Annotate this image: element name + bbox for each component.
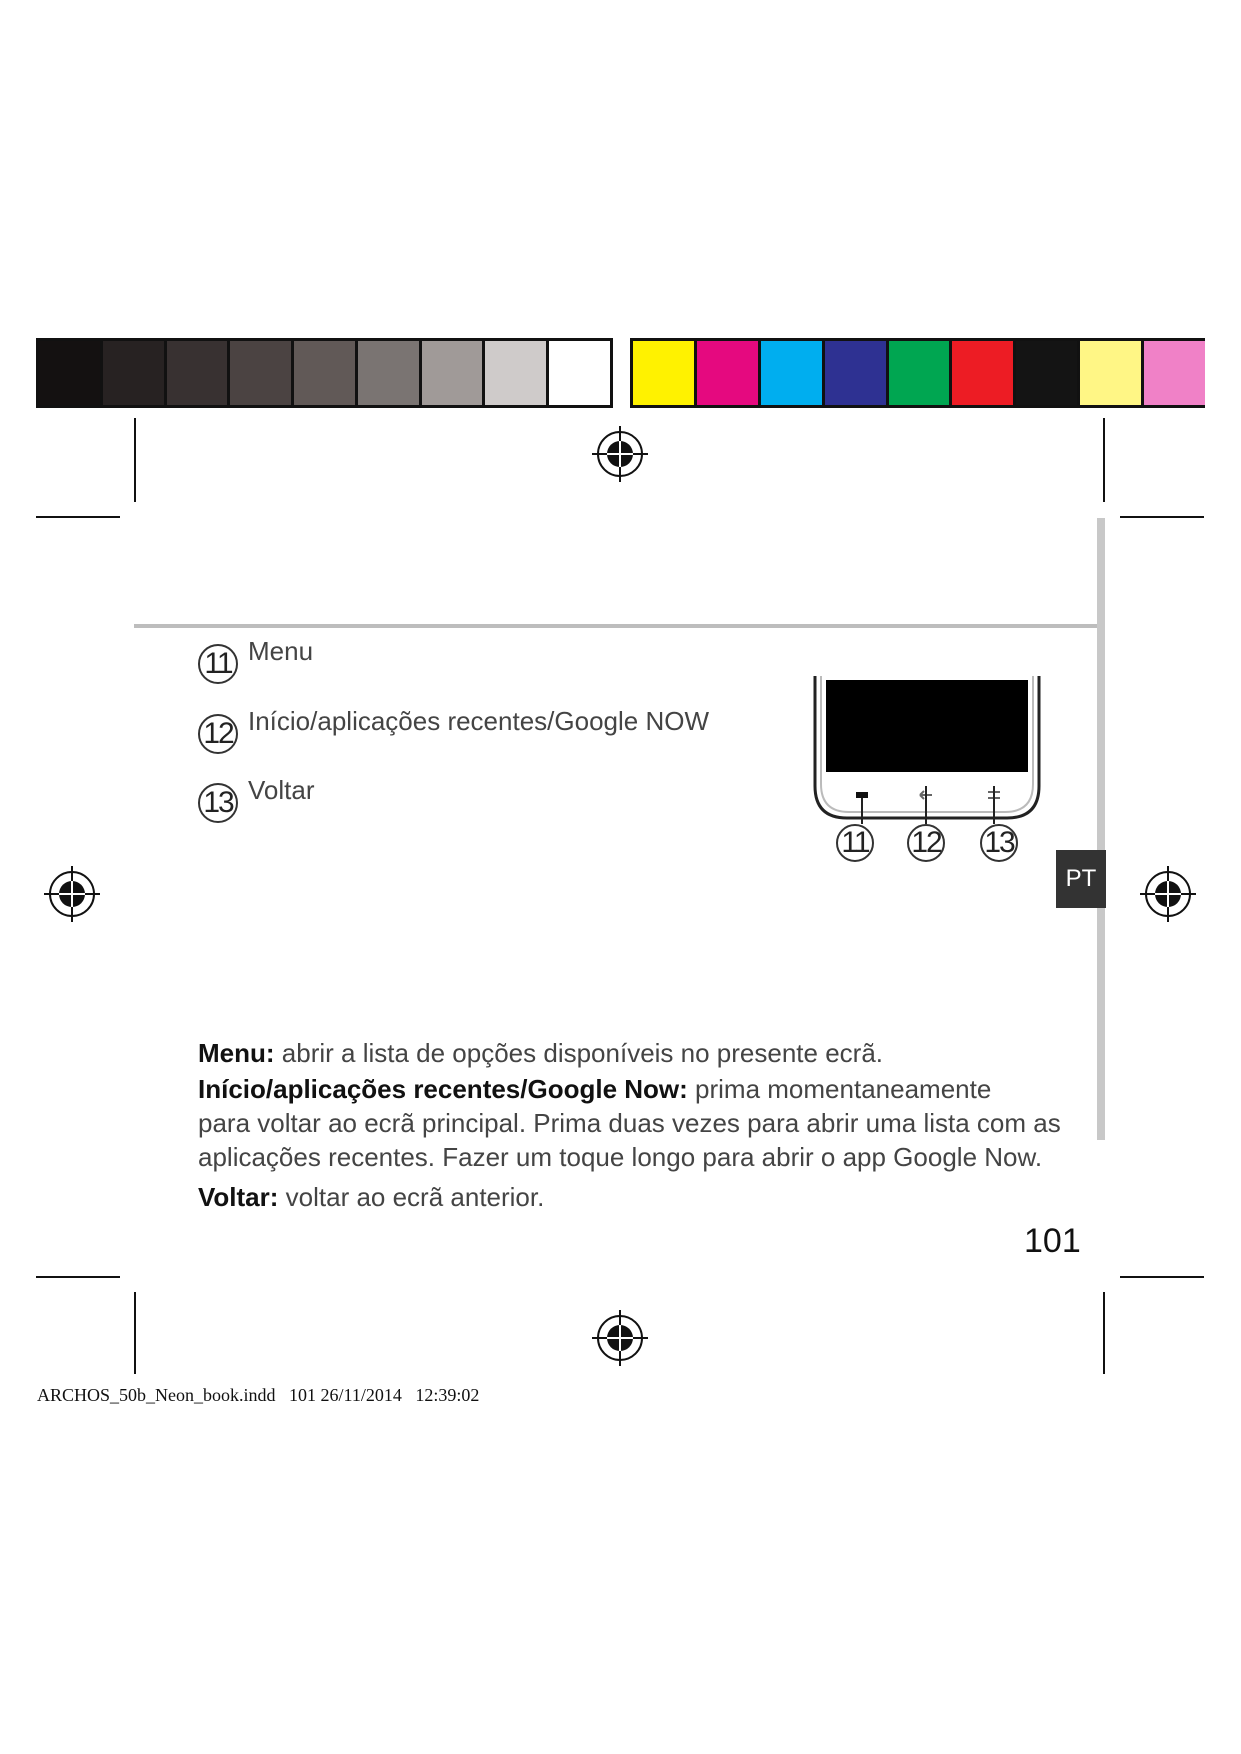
back-text: voltar ao ecrã anterior. <box>278 1182 545 1212</box>
color-swatch <box>39 341 103 405</box>
legend-number: 12 <box>198 714 238 754</box>
color-swatch <box>889 341 953 405</box>
color-swatch <box>549 341 610 405</box>
callout-home: 12 <box>907 824 945 862</box>
print-slug: ARCHOS_50b_Neon_book.indd 101 26/11/2014 12:39:02 <box>37 1385 480 1405</box>
color-swatch <box>633 341 697 405</box>
legend-label: Menu <box>248 635 314 666</box>
side-divider <box>1097 518 1105 1140</box>
registration-mark-icon <box>44 866 100 922</box>
menu-description <box>198 1036 1098 1070</box>
language-tab: PT <box>1056 850 1106 908</box>
grayscale-calibration-bar <box>36 338 613 408</box>
crop-mark <box>36 1276 120 1278</box>
crop-mark <box>134 1292 136 1374</box>
color-swatch <box>485 341 549 405</box>
menu-key-icon <box>856 792 868 798</box>
legend-label: Voltar <box>248 774 315 805</box>
color-swatch <box>358 341 422 405</box>
crop-mark <box>1120 1276 1204 1278</box>
home-text-line3: aplicações recentes. Fazer um toque longo para abrir o app Google Now. <box>198 1142 1043 1172</box>
legend-number: 11 <box>198 644 238 684</box>
home-text-line2: para voltar ao ecrã principal. Prima duas vezes para abrir uma lista com as <box>198 1108 1061 1138</box>
color-swatch <box>230 341 294 405</box>
page-number: 101 <box>1024 1222 1081 1260</box>
back-term: Voltar: <box>198 1182 279 1212</box>
color-swatch <box>1144 341 1205 405</box>
color-swatch <box>167 341 231 405</box>
callout-back: 13 <box>980 824 1018 862</box>
menu-term: Menu: <box>198 1038 275 1068</box>
crop-mark <box>1120 516 1204 518</box>
process-color-calibration-bar <box>630 338 1205 408</box>
color-swatch <box>825 341 889 405</box>
color-swatch <box>1016 341 1080 405</box>
color-swatch <box>761 341 825 405</box>
back-description <box>198 1180 1098 1214</box>
home-description <box>198 1072 1098 1174</box>
crop-mark <box>134 418 136 502</box>
registration-mark-icon <box>1140 866 1196 922</box>
legend-item-back <box>198 775 315 823</box>
phone-buttons-illustration <box>812 676 1042 824</box>
registration-mark-icon <box>592 426 648 482</box>
color-swatch <box>697 341 761 405</box>
legend-label: Início/aplicações recentes/Google NOW <box>248 705 709 736</box>
crop-mark <box>36 516 120 518</box>
menu-text: abrir a lista de opções disponíveis no presente ecrã. <box>274 1038 884 1068</box>
legend-item-menu <box>198 636 313 684</box>
color-swatch <box>952 341 1016 405</box>
crop-mark <box>1103 418 1105 502</box>
legend-number: 13 <box>198 783 238 823</box>
callout-menu: 11 <box>836 824 874 862</box>
home-term: Início/aplicações recentes/Google Now: <box>198 1074 688 1104</box>
color-swatch <box>422 341 486 405</box>
color-swatch <box>103 341 167 405</box>
header-divider <box>134 624 1098 628</box>
home-text: prima momentaneamente <box>687 1074 992 1104</box>
crop-mark <box>1103 1292 1105 1374</box>
color-swatch <box>294 341 358 405</box>
registration-mark-icon <box>592 1310 648 1366</box>
color-swatch <box>1080 341 1144 405</box>
legend-item-home <box>198 706 709 754</box>
